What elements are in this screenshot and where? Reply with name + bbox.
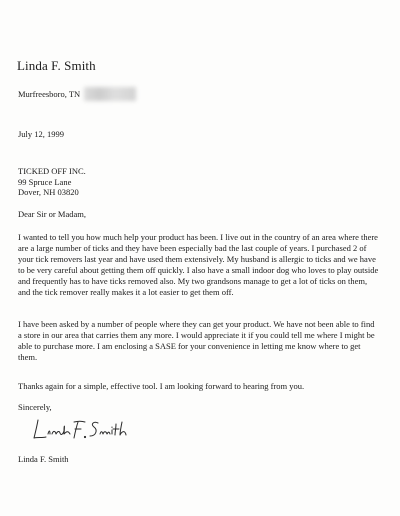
recipient-address [18,166,86,198]
closing: Sincerely, [18,402,52,412]
sender-name: Linda F. Smith [17,58,96,73]
body-paragraph-2: I have been asked by a number of people where they can get your product. We have not been able to find a store in our area that carries them any more. I would appreciate it if you could tell me where I might be able to purchase more. I am enclosing a SASE for your convenience in letting me know where to get them. [18,319,375,363]
body-paragraph-1: I wanted to tell you how much help your product has been. I live out in the country of an area where there are a large number of ticks and they have been especially bad the last couple of years. I purchased 2 of your tick removers last year and have used them extensively. My husband is allergic to ticks and we have to be very careful about getting them off quickly. I also have a small indoor dog who loves to play outside and frequently has to have ticks removed also. My two grandsons manage to get a lot of ticks on them, and the tick remover really makes it a lot easier to get them off. [18,232,379,298]
body-paragraph-3: Thanks again for a simple, effective tool. I am looking forward to hearing from you. [18,381,305,391]
signer-name: Linda F. Smith [18,454,69,464]
recipient-street: 99 Spruce Lane [18,176,72,187]
recipient-city: Dover, NH 03820 [18,187,79,197]
letter-date: July 12, 1999 [18,129,65,139]
recipient-company: TICKED OFF INC. [18,166,86,176]
handwritten-signature [32,416,152,444]
sender-address [18,87,136,101]
redacted-address-blur [84,87,136,101]
sender-city: Murfreesboro, TN [18,89,81,99]
salutation: Dear Sir or Madam, [18,209,86,219]
